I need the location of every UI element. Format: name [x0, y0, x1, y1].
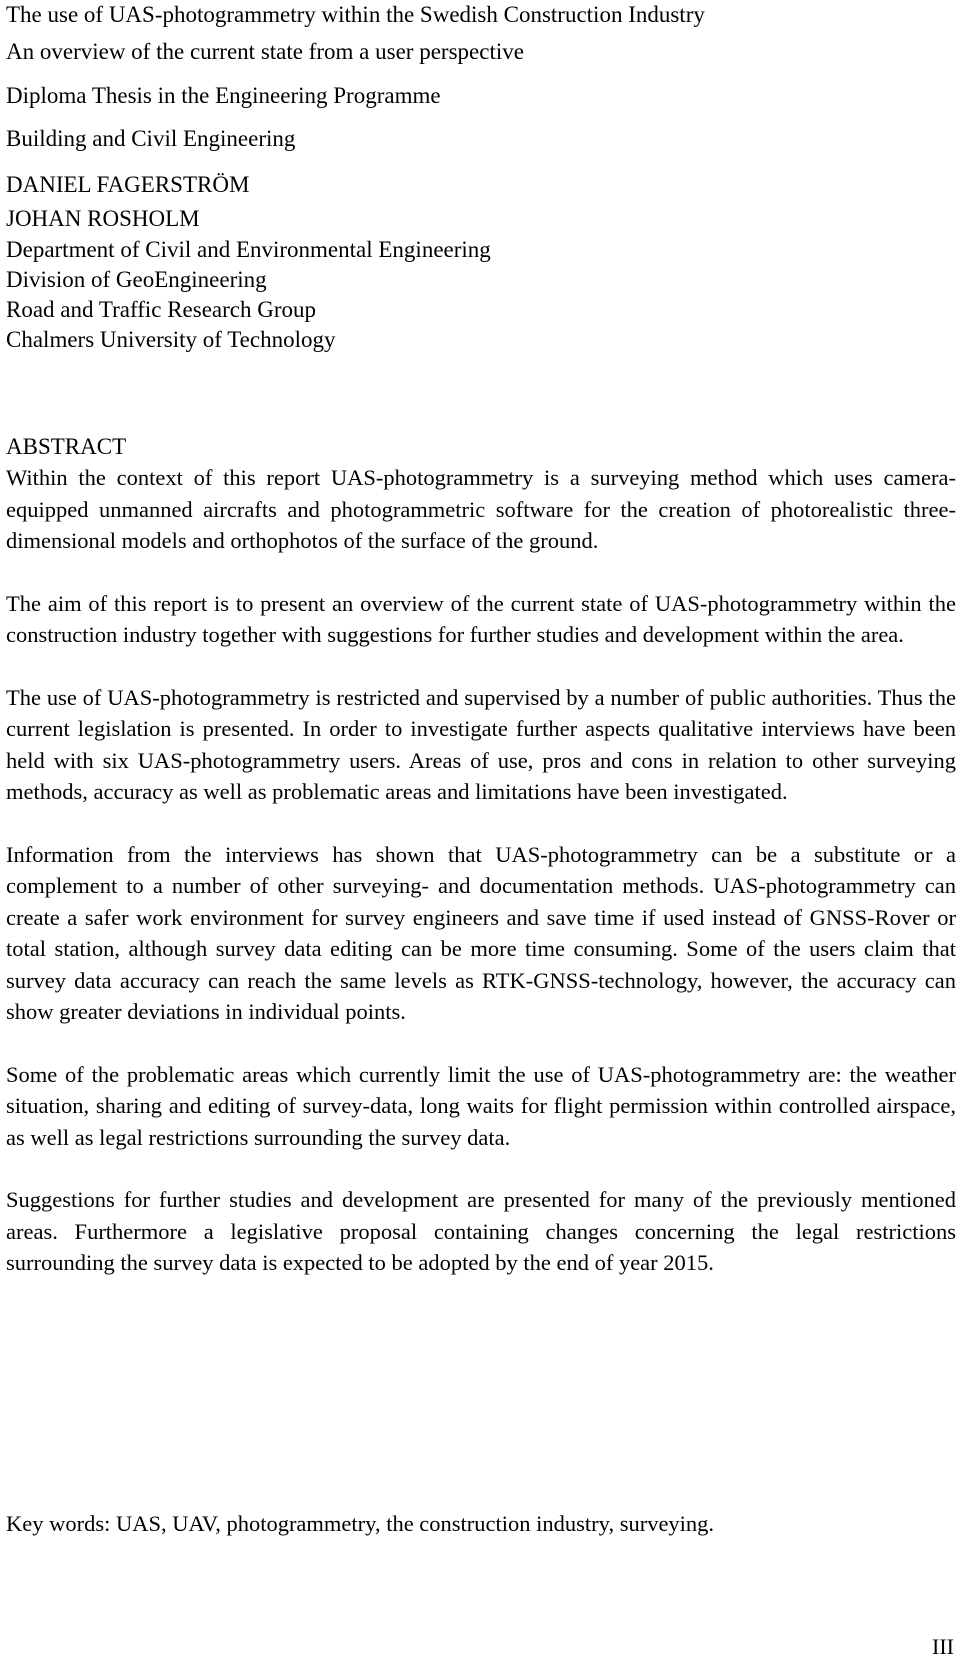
abstract-paragraph: Some of the problematic areas which currently limit the use of UAS-photogrammetry are: the weather situation, sharing and editing of survey-data, long waits for flight permission within controlled airspace, as well as legal restrictions surrounding the survey data.	[6, 1061, 956, 1150]
department-name: Department of Civil and Environmental Engineering	[6, 237, 491, 262]
abstract-paragraph: The use of UAS-photogrammetry is restricted and supervised by a number of public authorities. Thus the current legislation is presented. In order to investigate further aspects qualitative interviews have been held with six UAS-photogrammetry users. Areas of use, pros and cons in relation to other surveying methods, accuracy as well as problematic areas and limitations have been investigated.	[6, 684, 956, 804]
division-name: Division of GeoEngineering	[6, 267, 267, 292]
research-group-name: Road and Traffic Research Group	[6, 297, 317, 322]
programme-name: Building and Civil Engineering	[6, 126, 296, 151]
abstract-paragraph: The aim of this report is to present an overview of the current state of UAS-photogrammetry within the construction industry together with suggestions for further studies and development within the area.	[6, 590, 956, 647]
abstract-heading: ABSTRACT	[6, 434, 127, 459]
thesis-subtitle: An overview of the current state from a user perspective	[6, 39, 524, 64]
document-page	[6, 0, 956, 1660]
abstract-paragraph: Suggestions for further studies and development are presented for many of the previously mentioned areas. Furthermore a legislative proposal containing changes concerning the legal restrictions surrounding the survey data is expected to be adopted by the end of year 2015.	[6, 1187, 956, 1275]
author-name: JOHAN ROSHOLM	[6, 206, 200, 231]
thesis-type: Diploma Thesis in the Engineering Programme	[6, 83, 441, 108]
university-name: Chalmers University of Technology	[6, 327, 336, 352]
abstract-paragraph: Within the context of this report UAS-photogrammetry is a surveying method which uses camera-equipped unmanned aircrafts and photogrammetric software for the creation of photorealistic three-dimensional models and orthophotos of the surface of the ground.	[6, 465, 956, 553]
abstract-paragraph: Information from the interviews has shown that UAS-photogrammetry can be a substitute or a complement to a number of other surveying- and documentation methods. UAS-photogrammetry can create a safer work environment for survey engineers and save time if used instead of GNSS-Rover or total station, although survey data editing can be more time consuming. Some of the users claim that survey data accuracy can reach the same levels as RTK-GNSS-technology, however, the accuracy can show greater deviations in individual points.	[6, 841, 956, 1024]
thesis-title: The use of UAS-photogrammetry within the Swedish Construction Industry	[6, 2, 705, 27]
page-number: III	[932, 1634, 954, 1659]
abstract-body	[6, 462, 956, 1310]
author-name: DANIEL FAGERSTRÖM	[6, 172, 250, 197]
keywords-line: Key words: UAS, UAV, photogrammetry, the construction industry, surveying.	[6, 1511, 715, 1536]
